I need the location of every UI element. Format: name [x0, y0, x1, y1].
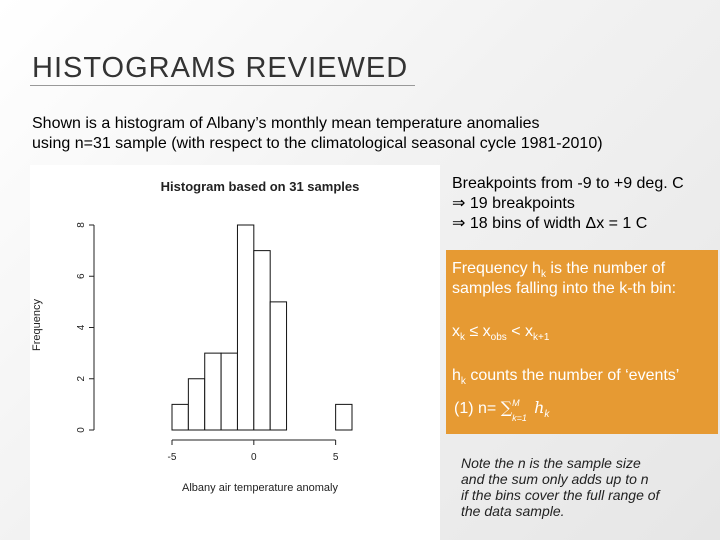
- sum-term-sub: k: [544, 409, 550, 421]
- histogram-bar: [221, 353, 237, 430]
- breakpoints-text: [452, 174, 717, 234]
- y-tick-label: 6: [76, 273, 87, 280]
- sum-limits: [512, 397, 534, 423]
- histogram-bar: [172, 404, 188, 430]
- x-tick-label: 5: [332, 452, 339, 463]
- ineq-lt: < x: [506, 323, 534, 340]
- histogram-bar: [270, 302, 286, 430]
- intro-line-1: Shown is a histogram of Albany’s monthly mean temperature anomalies: [32, 115, 540, 132]
- ineq-mid: ≤ x: [465, 323, 491, 340]
- intro-line-2: using n=31 sample (with respect to the climatological seasonal cycle 1981-2010): [32, 135, 603, 152]
- ineq-sub-3: k+1: [533, 332, 550, 344]
- note-line-2: and the sum only adds up to n: [461, 471, 649, 487]
- inequality-line: [452, 322, 549, 348]
- sum-upper: M: [512, 397, 520, 408]
- histogram-bar: [205, 353, 221, 430]
- chart-title: Histogram based on 31 samples: [160, 179, 360, 194]
- note-line-4: the data sample.: [461, 503, 565, 519]
- note-text: [461, 455, 711, 519]
- histogram-bar: [336, 404, 352, 430]
- intro-text: [32, 114, 712, 154]
- note-line-3: if the bins cover the full range of: [461, 487, 660, 503]
- counts-h: h: [452, 367, 461, 384]
- ineq-sub-2: obs: [490, 332, 507, 344]
- histogram-chart: [30, 165, 440, 540]
- sum-lower: k=1: [512, 412, 527, 423]
- implies-arrow: ⇒: [452, 215, 466, 232]
- ineq-x: x: [452, 323, 460, 340]
- y-tick-label: 4: [76, 324, 87, 331]
- counts-line: [452, 366, 679, 392]
- breakpoints-line-2: [452, 194, 717, 214]
- histogram-bar: [237, 225, 253, 430]
- y-tick-label: 0: [76, 427, 87, 433]
- counts-text: counts the number of ‘events’: [465, 367, 680, 384]
- frequency-line-2: samples falling into the k-th bin:: [452, 280, 677, 297]
- breakpoints-line-1: Breakpoints from -9 to +9 deg. C: [452, 175, 684, 192]
- x-tick-label: -5: [167, 452, 177, 463]
- bars-group: [172, 225, 352, 430]
- equation-label: (1) n=: [454, 400, 501, 417]
- frequency-definition-box: [446, 250, 718, 434]
- freq-text-b: is the number of: [545, 260, 666, 277]
- ineq-sub-1: k: [460, 332, 465, 344]
- bin-width-math: Δx = 1 C: [585, 215, 648, 232]
- y-tick-label: 2: [76, 375, 87, 382]
- counts-sub: k: [460, 376, 466, 388]
- y-axis-label: Frequency: [31, 299, 43, 351]
- title-underline: [30, 85, 415, 86]
- freq-text-a: Frequency h: [452, 260, 541, 277]
- note-line-1: Note the n is the sample size: [461, 455, 641, 471]
- slide-title: HISTOGRAMS REVIEWED: [32, 52, 409, 84]
- breakpoints-line-3: [452, 214, 717, 234]
- histogram-bar: [188, 379, 204, 430]
- x-axis-label: Albany air temperature anomaly: [182, 482, 338, 494]
- implies-arrow: ⇒: [452, 195, 466, 212]
- freq-sub: k: [540, 269, 546, 281]
- y-tick-label: 8: [76, 222, 87, 228]
- bins-text: 18 bins of width: [469, 215, 582, 232]
- sum-symbol: ∑: [500, 398, 513, 417]
- equation-line: [454, 398, 549, 425]
- histogram-figure: [30, 165, 440, 540]
- x-tick-label: 0: [251, 452, 257, 463]
- breakpoints-count: 19 breakpoints: [469, 195, 575, 212]
- sum-term: h: [534, 398, 545, 417]
- histogram-bar: [254, 251, 270, 430]
